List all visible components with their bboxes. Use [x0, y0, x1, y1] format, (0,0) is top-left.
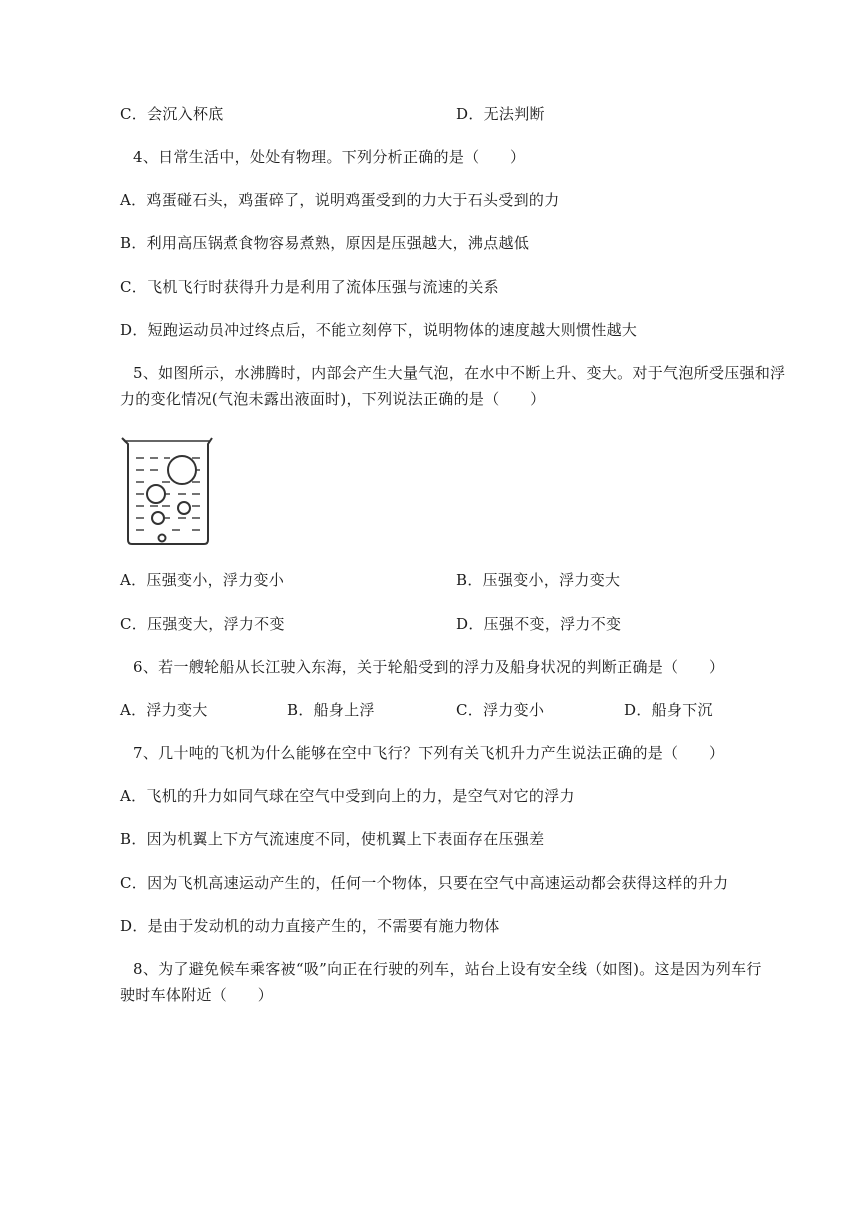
q5-stem-line2: 力的变化情况(气泡未露出液面时)，下列说法正确的是（ ）	[120, 390, 546, 408]
bubble-tiny	[159, 535, 166, 542]
q4-option-c: C．飞机飞行时获得升力是利用了流体压强与流速的关系	[120, 278, 499, 296]
q7-option-b: B．因为机翼上下方气流速度不同，使机翼上下表面存在压强差	[120, 830, 545, 848]
bubble-small-right	[178, 502, 190, 514]
q8-stem-line1: 8、为了避免候车乘客被“吸”向正在行驶的列车，站台上设有安全线（如图)。这是因为列车行	[133, 960, 762, 978]
q7-option-c: C．因为飞机高速运动产生的，任何一个物体，只要在空气中高速运动都会获得这样的升力	[120, 874, 729, 892]
q6-option-a: A．浮力变大	[120, 701, 208, 719]
q7-option-d: D．是由于发动机的动力直接产生的，不需要有施力物体	[120, 917, 500, 935]
q5-option-c: C．压强变大，浮力不变	[120, 615, 285, 633]
q4-stem: 4、日常生活中，处处有物理。下列分析正确的是（ ）	[133, 148, 526, 166]
q4-option-a: A．鸡蛋碰石头，鸡蛋碎了，说明鸡蛋受到的力大于石头受到的力	[120, 191, 560, 209]
q8-stem-line2: 驶时车体附近（ ）	[120, 986, 274, 1004]
q4-option-d: D．短跑运动员冲过终点后，不能立刻停下，说明物体的速度越大则惯性越大	[120, 321, 638, 339]
q6-stem: 6、若一艘轮船从长江驶入东海，关于轮船受到的浮力及船身状况的判断正确是（ ）	[133, 658, 725, 676]
q5-option-b: B．压强变小，浮力变大	[456, 571, 621, 589]
q6-option-d: D．船身下沉	[624, 701, 713, 719]
beaker-with-bubbles-figure	[118, 432, 218, 548]
q5-option-a: A．压强变小，浮力变小	[120, 571, 285, 589]
q5-option-d: D．压强不变，浮力不变	[456, 615, 622, 633]
q3-option-d: D．无法判断	[456, 105, 545, 123]
q7-option-a: A．飞机的升力如同气球在空气中受到向上的力，是空气对它的浮力	[120, 787, 575, 805]
bubble-small-left	[152, 512, 164, 524]
bubble-medium	[147, 485, 165, 503]
bubble-large	[168, 456, 196, 484]
beaker-spout	[122, 438, 126, 442]
beaker-outline	[124, 438, 212, 544]
q6-option-b: B．船身上浮	[287, 701, 375, 719]
q6-option-c: C．浮力变小	[456, 701, 545, 719]
q5-stem-line1: 5、如图所示，水沸腾时，内部会产生大量气泡，在水中不断上升、变大。对于气泡所受压强和浮	[133, 364, 786, 382]
q4-option-b: B．利用高压锅煮食物容易煮熟，原因是压强越大，沸点越低	[120, 234, 530, 252]
q3-option-c: C．会沉入杯底	[120, 105, 224, 123]
q7-stem: 7、几十吨的飞机为什么能够在空中飞行？下列有关飞机升力产生说法正确的是（ ）	[133, 744, 725, 762]
